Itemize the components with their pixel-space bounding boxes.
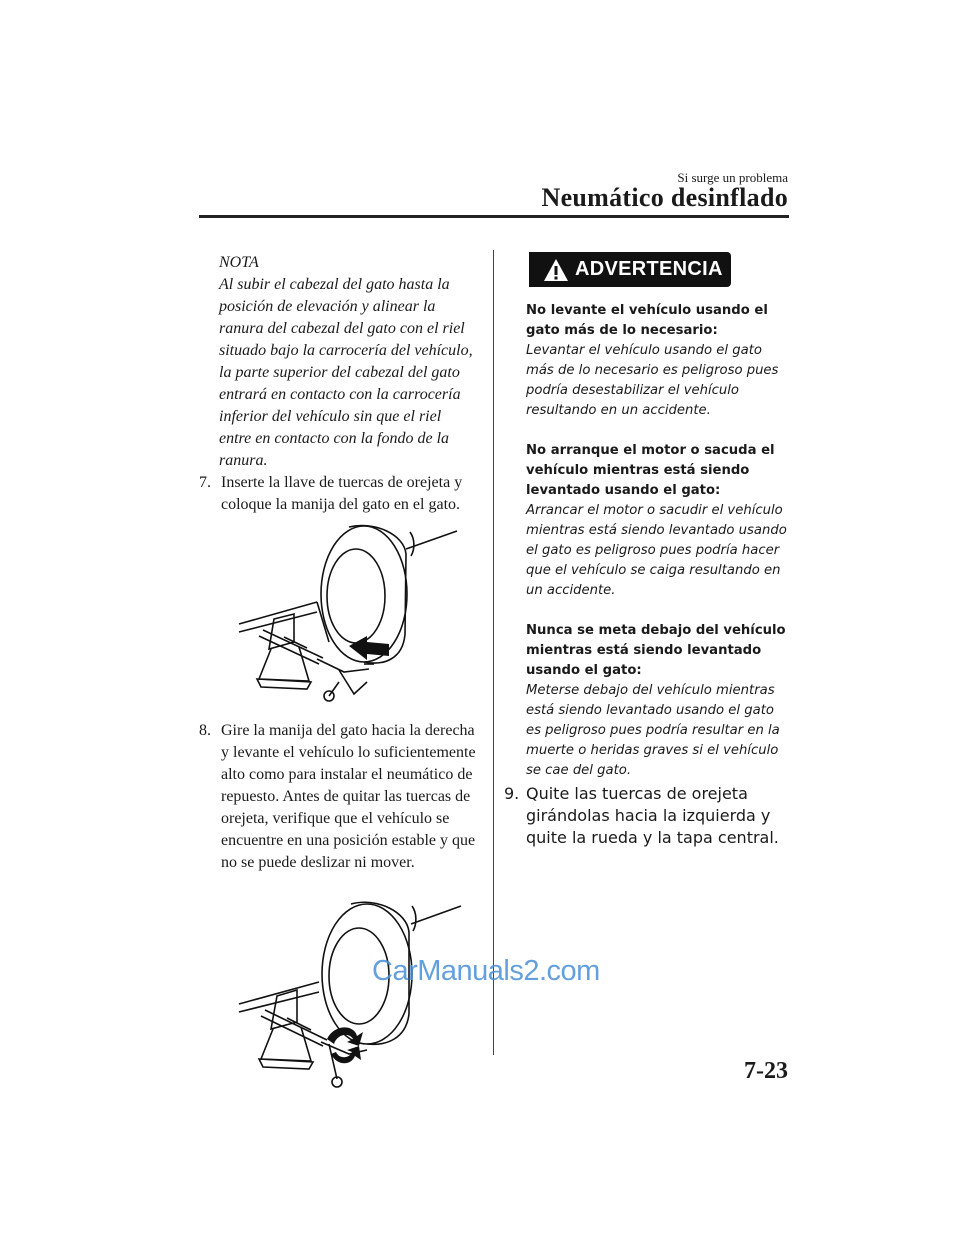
step-number: 8.	[199, 722, 211, 739]
warning-text: Arrancar el motor o sacudir el vehículo mientras está siendo levantado usando el gato es peligroso pues podría hacer que el vehículo se caiga resultando en un accidente.	[526, 503, 787, 598]
warning-text: Levantar el vehículo usando el gato más de lo necesario es peligroso pues podría desestabilizar el vehículo resultando en un accidente.	[526, 343, 779, 418]
note-text: Al subir el cabezal del gato hasta la posición de elevación y alinear la ranura del cabezal del gato con el riel situado bajo la carrocería del vehículo, la parte superior del cabezal del gato entrará en contacto con la carrocería inferior del vehículo sin que el riel entre en contacto con la fondo de la ranura.	[219, 276, 473, 469]
page-number: 7-23	[744, 1058, 788, 1084]
step-7	[199, 472, 477, 516]
note-block	[219, 252, 477, 472]
watermark: CarManuals2.com	[372, 955, 600, 987]
warning-title: Nunca se meta debajo del vehículo mientras está siendo levantado usando el gato:	[526, 623, 786, 678]
jack-lifting-illustration	[199, 894, 479, 1092]
jack-handle-illustration	[199, 524, 479, 712]
step-text: Inserte la llave de tuercas de orejeta y coloque la manija del gato en el gato.	[221, 474, 463, 513]
chapter-title: Neumático desinflado	[541, 183, 788, 212]
step-number: 7.	[199, 474, 211, 491]
right-column	[504, 252, 792, 849]
step-8	[199, 720, 477, 874]
step-text: Gire la manija del gato hacia la derecha y levante el vehículo lo suficientemente alto como para instalar el neumático de repuesto. Antes de quitar las tuercas de orejeta, verifique que el vehículo se encuentre en una posición estable y que no se puede deslizar ni mover.	[221, 722, 476, 871]
header-rule	[199, 215, 789, 218]
step-number: 9.	[504, 784, 520, 803]
warning-label: ADVERTENCIA	[575, 258, 723, 280]
column-divider	[493, 250, 494, 1055]
step-text: Quite las tuercas de orejeta girándolas hacia la izquierda y quite la rueda y la tapa central.	[526, 784, 779, 847]
note-title: NOTA	[219, 254, 259, 271]
warning-badge	[529, 252, 731, 287]
warning-title: No arranque el motor o sacuda el vehículo mientras está siendo levantado usando el gato:	[526, 443, 775, 498]
step-9	[504, 783, 799, 849]
warning-body	[504, 301, 792, 849]
warning-text: Meterse debajo del vehículo mientras está siendo levantado usando el gato es peligroso pues podría resultar en la muerte o heridas graves si el vehículo se cae del gato.	[526, 683, 780, 778]
warning-title: No levante el vehículo usando el gato más de lo necesario:	[526, 303, 768, 338]
warning-triangle-icon	[543, 258, 569, 282]
section-label: Si surge un problema	[677, 170, 788, 185]
